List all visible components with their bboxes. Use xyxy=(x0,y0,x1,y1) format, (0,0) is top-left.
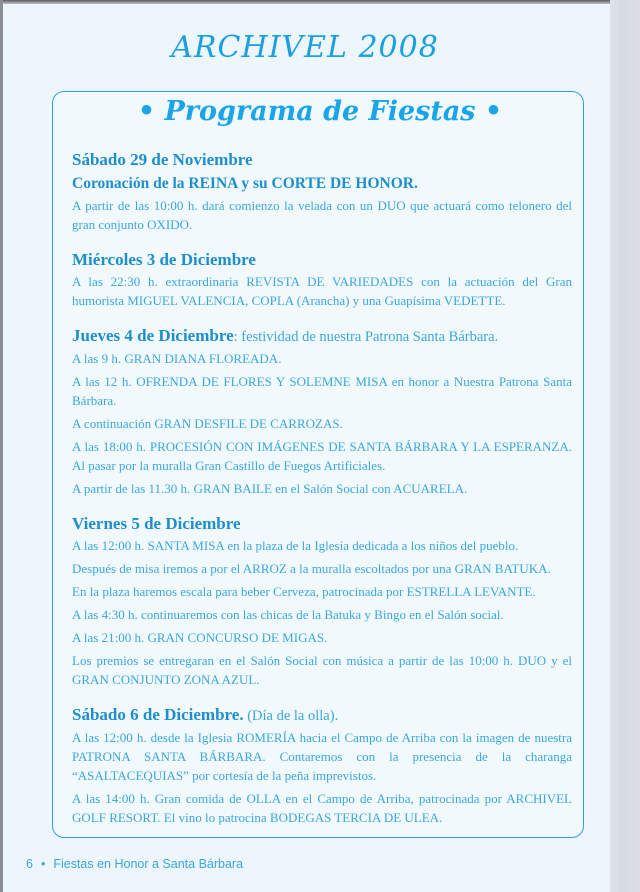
event-line: A continuación GRAN DESFILE DE CARROZAS. xyxy=(72,416,343,431)
page-title: ARCHIVEL 2008 xyxy=(171,30,439,65)
section-miercoles-3 xyxy=(72,248,572,310)
event-line: A las 12:00 h. SANTA MISA en la plaza de la Iglesia dedicada a los niños del pueblo. xyxy=(72,538,519,553)
day-heading: Miércoles 3 de Diciembre xyxy=(72,250,256,269)
day-heading: Jueves 4 de Diciembre xyxy=(72,326,234,345)
page-footer xyxy=(26,857,243,871)
event-line: Después de misa iremos a por el ARROZ a la muralla escoltados por una GRAN BATUKA. xyxy=(72,561,551,576)
day-heading: Viernes 5 de Diciembre xyxy=(72,514,241,533)
event-line: A partir de las 11.30 h. GRAN BAILE en el Salón Social con ACUARELA. xyxy=(72,481,468,496)
day-heading: Sábado 29 de Noviembre xyxy=(72,150,253,169)
event-line: A las 21:00 h. GRAN CONCURSO DE MIGAS. xyxy=(72,630,328,645)
event-line: A partir de las 10:00 h. dará comienzo la velada con un DUO que actuará como telonero del gran conjunto OXIDO. xyxy=(72,198,572,232)
event-line: A las 18:00 h. PROCESIÓN CON IMÁGENES DE SANTA BÁRBARA Y LA ESPERANZA. Al pasar por la muralla Gran Castillo de Fuegos Artificiales. xyxy=(72,439,572,473)
page-number: 6 xyxy=(26,857,33,871)
day-note: (Día de la olla). xyxy=(243,708,339,724)
event-line: En la plaza haremos escala para beber Cerveza, patrocinada por ESTRELLA LEVANTE. xyxy=(72,584,536,599)
event-line: Los premios se entregaran en el Salón Social con música a partir de las 10:00 h. DUO y el GRAN CONJUNTO ZONA AZUL. xyxy=(72,653,572,687)
day-note: : festividad de nuestra Patrona Santa Bárbara. xyxy=(233,329,499,345)
section-sabado-29 xyxy=(72,148,572,234)
day-heading-row xyxy=(72,703,572,728)
day-heading: Sábado 6 de Diciembre. xyxy=(72,705,244,724)
bullet-separator: • xyxy=(40,857,46,871)
footer-text: Fiestas en Honor a Santa Bárbara xyxy=(53,857,244,871)
event-line: A las 14:00 h. Gran comida de OLLA en el Campo de Arriba, patrocinada por ARCHIVEL GOLF RESORT. El vino lo patrocina BODEGAS TERCIA DE ULEA. xyxy=(72,791,572,825)
event-line: A las 9 h. GRAN DIANA FLOREADA. xyxy=(72,351,282,366)
section-jueves-4 xyxy=(72,324,572,498)
program-content xyxy=(72,148,572,841)
event-line: A las 4:30 h. continuaremos con las chicas de la Batuka y Bingo en el Salón social. xyxy=(72,607,504,622)
section-viernes-5 xyxy=(72,512,572,689)
program-title: • Programa de Fiestas • xyxy=(137,96,503,127)
page-spine xyxy=(610,0,640,892)
event-line: A las 12 h. OFRENDA DE FLORES Y SOLEMNE MISA en honor a Nuestra Patrona Santa Bárbara. xyxy=(72,374,572,408)
section-subtitle: Coronación de la REINA y su CORTE DE HONOR. xyxy=(72,175,418,192)
event-line: A las 22:30 h. extraordinaria REVISTA DE VARIEDADES con la actuación del Gran humorista MIGUEL VALENCIA, COPLA (Arancha) y una Guapísima VEDETTE. xyxy=(72,274,572,308)
section-sabado-6 xyxy=(72,703,572,827)
day-heading-row xyxy=(72,324,572,349)
event-line: A las 12:00 h. desde la Iglesia ROMERÍA hacia el Campo de Arriba con la imagen de nuestra PATRONA SANTA BÁRBARA. Contaremos con la presencia de la charanga “ASALTACEQUIAS” por cortesía de la peña imprevistos. xyxy=(72,730,572,783)
